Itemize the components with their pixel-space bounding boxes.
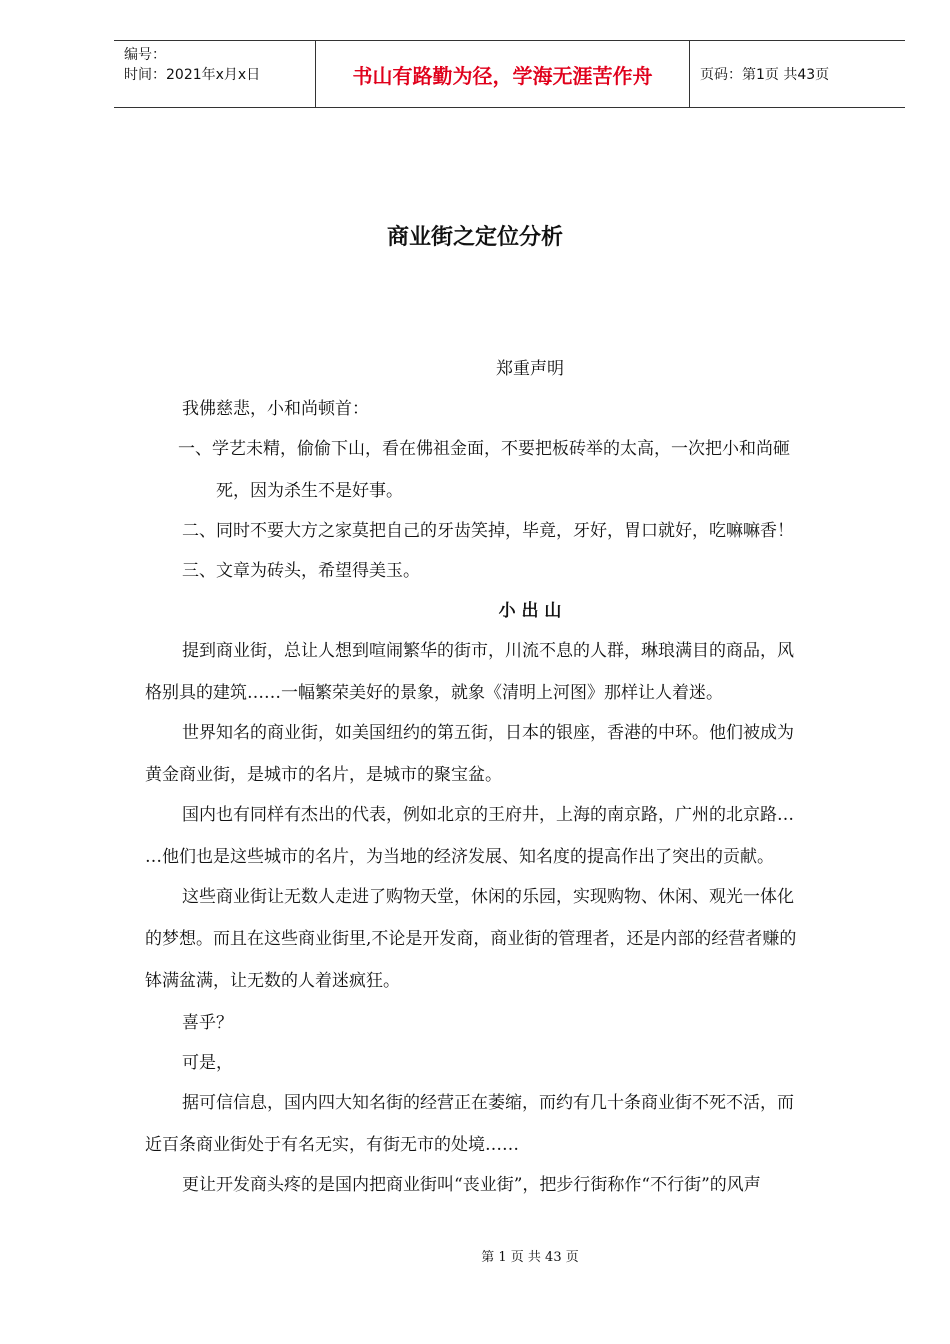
number-label: 编号： [124,47,166,63]
header-meta-cell [114,41,316,107]
page-footer: 第 1 页 共 43 页 [481,1250,579,1265]
paragraph-4-line-2: 的梦想。而且在这些商业街里,不论是开发商，商业街的管理者，还是内部的经营者赚的 [145,929,797,949]
paragraph-5: 喜乎？ [182,1013,233,1033]
paragraph-3-line-1: 国内也有同样有杰出的代表，例如北京的王府井，上海的南京路，广州的北京路… [182,805,794,825]
paragraph-6: 可是， [182,1053,233,1073]
statement-heading: 郑重声明 [496,359,564,379]
paragraph-3-line-2: …他们也是这些城市的名片，为当地的经济发展、知名度的提高作出了突出的贡献。 [145,847,774,867]
document-title: 商业街之定位分析 [386,225,563,250]
page-info-cell [690,41,905,107]
page-info: 页码：第1页 共43页 [700,67,830,83]
section-heading: 小 出 山 [498,601,562,621]
time-label: 时间：2021年x月x日 [124,67,261,83]
statement-item-2: 二、同时不要大方之家莫把自己的牙齿笑掉，毕竟，牙好，胃口就好，吃嘛嘛香！ [182,521,794,541]
paragraph-8-line-1: 更让开发商头疼的是国内把商业街叫“丧业街”，把步行街称作“不行街”的风声 [182,1175,761,1195]
paragraph-4-line-3: 钵满盆满，让无数的人着迷疯狂。 [145,971,400,991]
statement-opening: 我佛慈悲，小和尚顿首： [182,399,369,419]
paragraph-1-line-2: 格别具的建筑……一幅繁荣美好的景象，就象《清明上河图》那样让人着迷。 [145,683,723,703]
header-table [114,40,905,108]
motto-cell [316,41,690,107]
motto: 书山有路勤为径，学海无涯苦作舟 [352,63,653,88]
statement-item-1-line-1: 一、学艺未精，偷偷下山，看在佛祖金面，不要把板砖举的太高，一次把小和尚砸 [178,439,790,459]
statement-item-3: 三、文章为砖头，希望得美玉。 [182,561,420,581]
statement-item-1-line-2: 死，因为杀生不是好事。 [216,481,403,501]
paragraph-2-line-1: 世界知名的商业街，如美国纽约的第五街，日本的银座，香港的中环。他们被成为 [182,723,794,743]
paragraph-2-line-2: 黄金商业街，是城市的名片，是城市的聚宝盆。 [145,765,502,785]
paragraph-7-line-1: 据可信信息，国内四大知名街的经营正在萎缩，而约有几十条商业街不死不活，而 [182,1093,794,1113]
paragraph-1-line-1: 提到商业街，总让人想到喧闹繁华的街市，川流不息的人群，琳琅满目的商品，风 [182,641,794,661]
paragraph-4-line-1: 这些商业街让无数人走进了购物天堂，休闲的乐园，实现购物、休闲、观光一体化 [182,887,794,907]
paragraph-7-line-2: 近百条商业街处于有名无实，有街无市的处境…… [145,1135,519,1155]
